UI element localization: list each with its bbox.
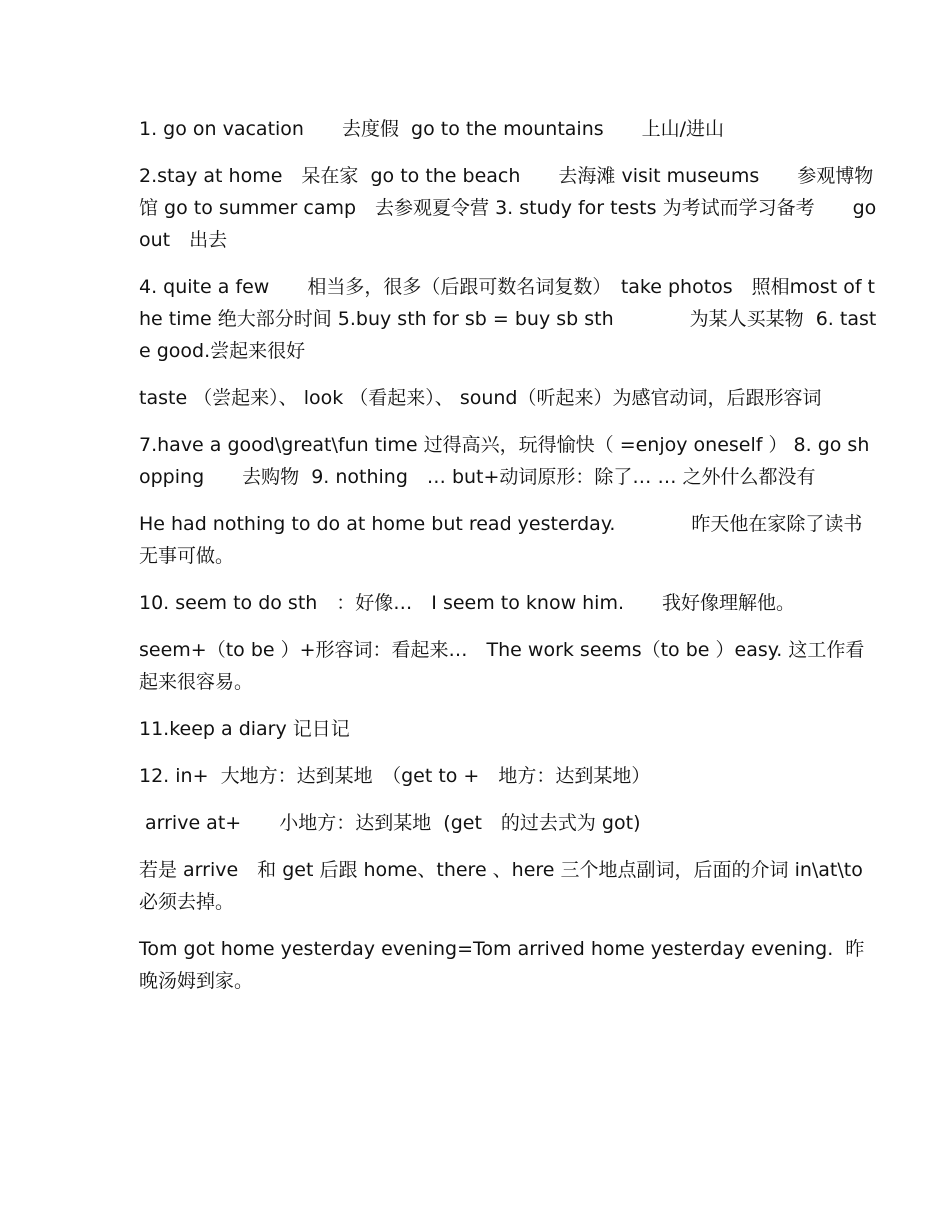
paragraph-stay-home-phrases: 2.stay at home 呆在家 go to the beach 去海滩 visit museums 参观博物馆 go to summer camp 去参观夏令营 3. study for tests 为考试而学习备考 go out 出去 [139, 165, 883, 251]
paragraph-sense-verbs: taste （尝起来）、 look （看起来）、 sound（听起来）为感官动词，后跟形容词 [139, 387, 822, 409]
paragraph-tom-example: Tom got home yesterday evening=Tom arrived home yesterday evening. 昨晚汤姆到家。 [139, 938, 865, 992]
paragraph-quite-a-few: 4. quite a few 相当多，很多（后跟可数名词复数） take photos 照相most of the time 绝大部分时间 5.buy sth for sb = buy sb sth 为某人买某物 6. taste good.尝起来很好 [139, 276, 877, 362]
paragraph-seem-adjective: seem+（to be ）+形容词：看起来… The work seems（to be ）easy. 这工作看起来很容易。 [139, 639, 865, 693]
paragraph-arrive-at: arrive at+ 小地方：达到某地 (get 的过去式为 got) [145, 812, 641, 834]
paragraph-seem-to-do: 10. seem to do sth ：好像… I seem to know him. 我好像理解他。 [139, 592, 796, 614]
paragraph-have-good-time: 7.have a good\great\fun time 过得高兴，玩得愉快（ =enjoy oneself ） 8. go shopping 去购物 9. nothing … but+动词原形：除了… … 之外什么都没有 [139, 434, 870, 488]
paragraph-vacation-phrases: 1. go on vacation 去度假 go to the mountains 上山/进山 [139, 118, 725, 140]
paragraph-keep-diary: 11.keep a diary 记日记 [139, 718, 350, 740]
document-body [139, 113, 901, 1012]
paragraph-nothing-but-example: He had nothing to do at home but read yesterday. 昨天他在家除了读书无事可做。 [139, 513, 863, 567]
paragraph-adverb-rule: 若是 arrive 和 get 后跟 home、there 、here 三个地点副词，后面的介词 in\at\to 必须去掉。 [139, 859, 901, 913]
paragraph-get-to: 12. in+ 大地方：达到某地 （get to + 地方：达到某地） [139, 765, 651, 787]
